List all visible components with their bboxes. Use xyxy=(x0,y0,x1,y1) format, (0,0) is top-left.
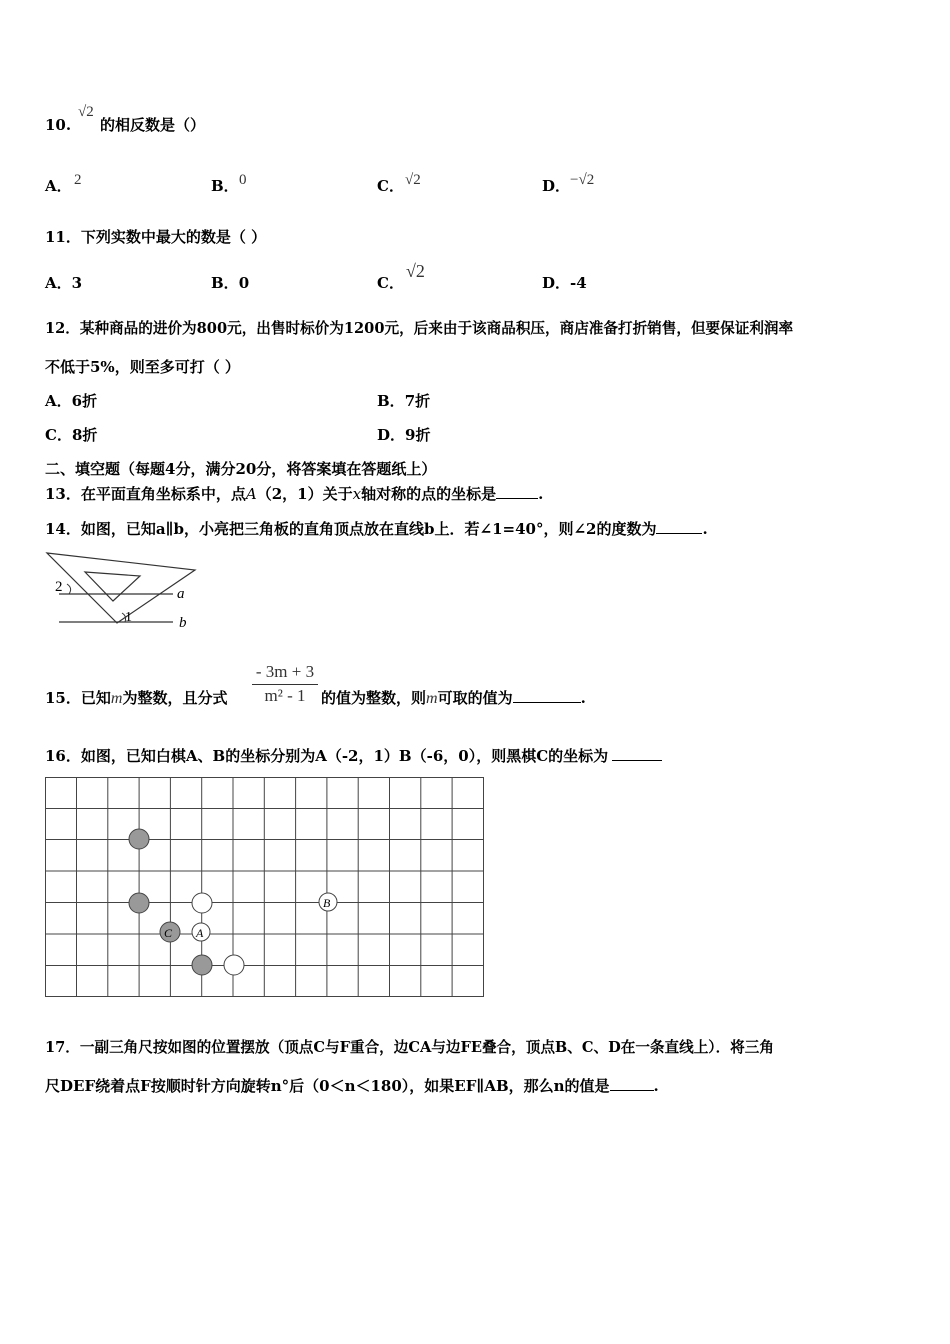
q13-part1: 13．在平面直角坐标系中，点 xyxy=(45,485,246,503)
q14-answer-blank xyxy=(656,521,702,534)
q16-label-c: C xyxy=(164,926,173,940)
q16-stem xyxy=(45,746,662,766)
q17-line2-text: 尺DEF绕着点F按顺时针方向旋转n°后（0＜n＜180），如果EF∥AB，那么n的值是 xyxy=(45,1077,610,1095)
q15-var-m-2: m xyxy=(426,690,438,707)
q10-number: 10. xyxy=(45,116,72,134)
q15-numerator: - 3m + 3 xyxy=(255,662,315,681)
q12-option-a xyxy=(45,391,97,411)
q16-text: 16．如图，已知白棋A、B的坐标分别为A（-2，1）B（-6，0），则黑棋C的坐标为 xyxy=(45,747,609,765)
q14-angle-arc-2 xyxy=(67,584,71,594)
q14-end: . xyxy=(702,520,708,538)
q11-option-d-label: D． xyxy=(542,274,571,292)
q12-option-b-label: B． xyxy=(377,392,405,410)
q16-grid xyxy=(45,777,484,997)
q14-outer-triangle xyxy=(47,553,195,623)
q11-option-b-label: B． xyxy=(211,274,239,292)
q10-text: 的相反数是（） xyxy=(100,116,206,134)
q15-stem-right xyxy=(321,688,586,709)
q17-answer-blank xyxy=(610,1078,654,1091)
q14-text: 14．如图，已知a∥b，小亮把三角板的直角顶点放在直线b上．若∠1=40°，则∠2的度数为 xyxy=(45,520,657,538)
q11-text: 下列实数中最大的数是（ ） xyxy=(80,228,267,246)
q13-end: . xyxy=(538,485,544,503)
q11-option-a xyxy=(45,273,82,293)
q10-option-d-value: −√2 xyxy=(570,172,595,188)
section-heading: 二、填空题（每题4分，满分20分，将答案填在答题纸上） xyxy=(45,460,437,478)
q12-option-c xyxy=(45,425,97,445)
q15-end: . xyxy=(580,689,586,707)
q10-option-c xyxy=(377,176,404,196)
q15-answer-blank xyxy=(513,690,581,703)
q13-part3: 轴对称的点的坐标是 xyxy=(361,485,497,503)
q11-option-c xyxy=(377,273,404,293)
q15-part4: 可取的值为 xyxy=(437,689,513,707)
q14-label-angle1: 1 xyxy=(125,610,132,625)
q14-figure xyxy=(45,548,205,638)
q12-option-a-label: A． xyxy=(45,392,72,410)
q16-white-stone xyxy=(224,955,244,975)
q10-option-a xyxy=(45,176,72,196)
q12-option-b xyxy=(377,391,430,411)
q10-option-a-value: 2 xyxy=(74,172,82,188)
q16-black-stone xyxy=(129,829,149,849)
q15-var-m: m xyxy=(110,690,123,707)
q10-option-c-label: C． xyxy=(377,177,404,195)
q13-stem xyxy=(45,484,543,504)
q16-board xyxy=(45,777,485,999)
q10-stem xyxy=(45,115,71,135)
q17-line2 xyxy=(45,1076,659,1096)
q12-option-c-value: 8折 xyxy=(71,426,98,444)
q11-option-a-value: 3 xyxy=(71,274,83,292)
q13-answer-blank xyxy=(496,486,538,499)
q10-option-d xyxy=(542,176,570,196)
q11-option-b xyxy=(211,273,249,293)
q11-option-c-label: C． xyxy=(377,274,404,292)
q17-end: . xyxy=(653,1077,659,1095)
q16-label-a: A xyxy=(196,926,204,940)
q13-axis: x xyxy=(352,485,362,503)
q10-option-a-label: A． xyxy=(45,177,72,195)
q11-option-c-value: √2 xyxy=(406,261,425,281)
q16-answer-blank xyxy=(612,748,662,761)
q15-part1: 15．已知 xyxy=(45,689,111,707)
q10-expression: √2 xyxy=(78,104,94,120)
q14-stem xyxy=(45,519,708,539)
q14-label-a: a xyxy=(177,586,185,602)
q11-option-a-label: A． xyxy=(45,274,72,292)
q16-black-stone xyxy=(129,893,149,913)
q12-option-d-label: D． xyxy=(377,426,406,444)
q12-option-c-label: C． xyxy=(45,426,72,444)
q11-option-d xyxy=(542,273,587,293)
q17-line1: 17．一副三角尺按如图的位置摆放（顶点C与F重合，边CA与边FE叠合，顶点B、C、D在一条直线上）．将三角 xyxy=(45,1039,774,1056)
q13-part2: （2，1）关于 xyxy=(256,485,353,503)
q10-option-b xyxy=(211,176,239,196)
q15-stem-left xyxy=(45,688,227,709)
q16-white-stone xyxy=(192,893,212,913)
q10-option-b-value: 0 xyxy=(239,172,247,188)
q11-option-d-value: -4 xyxy=(570,274,587,292)
q10-option-d-label: D． xyxy=(542,177,571,195)
q15-part2: 为整数，且分式 xyxy=(122,689,228,707)
q15-denominator: m² - 1 xyxy=(264,686,306,705)
q15-part3: 的值为整数，则 xyxy=(321,689,427,707)
q10-option-b-label: B． xyxy=(211,177,239,195)
q14-label-angle2: 2 xyxy=(55,579,63,595)
q15-fraction xyxy=(252,661,318,707)
q14-label-b: b xyxy=(179,615,187,631)
q12-line2: 不低于5%，则至多可打（ ） xyxy=(45,358,240,376)
q14-inner-triangle xyxy=(85,572,140,601)
q12-option-b-value: 7折 xyxy=(404,392,431,410)
q10-option-c-value: √2 xyxy=(405,172,421,188)
q12-option-a-value: 6折 xyxy=(71,392,98,410)
q12-option-d xyxy=(377,425,430,445)
q12-line1: 12．某种商品的进价为800元，出售时标价为1200元，后来由于该商品积压，商店准备打折销售，但要保证利润率 xyxy=(45,320,794,337)
q13-point: A xyxy=(245,485,257,503)
q16-label-b: B xyxy=(323,896,331,910)
q11-stem xyxy=(45,227,266,247)
q11-option-b-value: 0 xyxy=(238,274,250,292)
q11-number: 11． xyxy=(45,228,81,246)
q12-option-d-value: 9折 xyxy=(405,426,431,444)
q16-black-stone xyxy=(192,955,212,975)
